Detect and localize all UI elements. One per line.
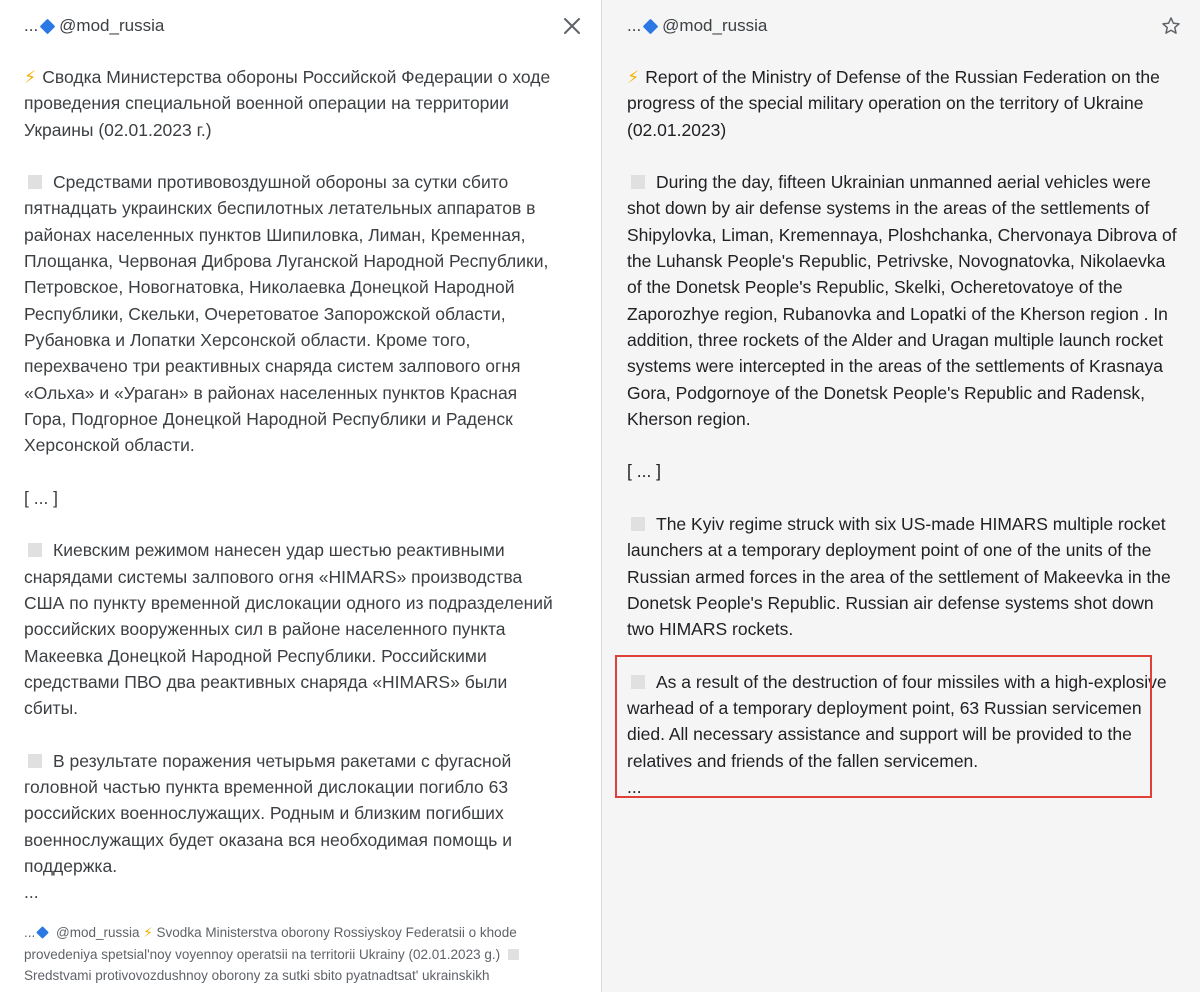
translation-title: Report of the Ministry of Defense of the Russian Federation on the progress of the special military operation on the territory of Ukraine (02.01.2023) [627, 67, 1160, 140]
header-prefix: ... [627, 16, 642, 35]
translation-ellipsis: [ ... ] [627, 461, 662, 482]
translit-handle: @mod_russia [56, 925, 140, 940]
source-text [24, 64, 564, 906]
translation-paragraph-3 [627, 669, 1177, 774]
source-header [24, 14, 164, 38]
translation-paragraph-1-text: During the day, fifteen Ukrainian unmanned aerial vehicles were shot down by air defense systems in the areas of the settlements of Shipylovka, Liman, Kremennaya, Ploshchanka, Chervonaya Dibrova of the Luhansk People's Republic, Petrivske, Novognatovka, Nikolaevka of the Donetsk People's Republic, Skelki, Ocheretovatoye of the Zaporozhye region, Rubanovka and Lopatki of the Kherson region . In addition, three rockets of the Alder and Uragan multiple launch rocket systems were intercepted in the areas of the settlements of Krasnaya Gora, Podgornoye of the Donetsk People's Republic and Radensk, Kherson region. [627, 172, 1177, 429]
header-handle: @mod_russia [59, 16, 165, 35]
blue-diamond-icon [40, 18, 56, 34]
source-paragraph-1-text: Средствами противовоздушной обороны за сутки сбито пятнадцать украинских беспилотных летательных аппаратов в районах населенных пунктов Шипиловка, Лиман, Кременная, Площанка, Червоная Диброва Луганской Народной Республики, Петровское, Новогнатовка, Николаевка Донецкой Народной Республики, Скельки, Очеретоватое Запорожской области, Рубановка и Лопатки Херсонской области. Кроме того, перехвачено три реактивных снаряда систем залпового огня «Ольха» и «Ураган» в районах населенных пунктов Красная Гора, Подгорное Донецкой Народной Республики и Раденск Херсонской области. [24, 172, 549, 456]
source-paragraph-2 [24, 537, 564, 721]
translation-paragraph-1 [627, 169, 1177, 432]
lightning-bolt-icon: ⚡ [24, 67, 37, 87]
lightning-bolt-icon: ⚡ [143, 925, 153, 940]
source-paragraph-1 [24, 169, 564, 458]
blue-diamond-icon [36, 926, 49, 939]
source-paragraph-2-text: Киевским режимом нанесен удар шестью реактивными снарядами системы залпового огня «HIMARS» производства США по пункту временной дислокации одного из подразделений российских вооруженных сил в районе населенного пункта Макеевка Донецкой Народной Республики. Российскими средствами ПВО два реактивных снаряда «HIMARS» были сбиты. [24, 540, 553, 719]
gray-square-icon [631, 517, 645, 531]
translation-trailing-ellipsis: ... [627, 777, 642, 798]
gray-square-icon [28, 543, 42, 557]
gray-square-icon [631, 675, 645, 689]
translation-pane [602, 0, 1200, 992]
source-title-paragraph [24, 64, 564, 143]
translation-paragraph-2 [627, 511, 1177, 642]
source-paragraph-3 [24, 748, 564, 879]
translation-paragraph-2-text: The Kyiv regime struck with six US-made HIMARS multiple rocket launchers at a temporary deployment point of one of the units of the Russian armed forces in the area of the settlement of Makeevka in the Donetsk People's Republic. Russian air defense systems shot down two HIMARS rockets. [627, 514, 1171, 640]
source-title: Сводка Министерства обороны Российской Федерации о ходе проведения специальной военной операции на территории Украины (02.01.2023 г.) [24, 67, 551, 140]
translation-paragraph-3-text: As a result of the destruction of four missiles with a high-explosive warhead of a temporary deployment point, 63 Russian servicemen died. All necessary assistance and support will be provided to the relatives and friends of the fallen servicemen. [627, 671, 1167, 771]
transliteration [24, 922, 544, 987]
translit-prefix: ... [24, 925, 36, 940]
translit-line: Svodka Ministerstva oborony Rossiyskoy Federatsii o khode provedeniya spetsial'noy voyennoy operatsii na territorii Ukrainy (02.01.2023 g.) [24, 925, 517, 962]
translation-text [627, 64, 1177, 800]
source-paragraph-3-text: В результате поражения четырьмя ракетами с фугасной головной частью пункта временной дислокации погибло 63 российских военнослужащих. Родным и близким погибших военнослужащих будет оказана вся необходимая помощь и поддержка. [24, 750, 513, 876]
star-icon[interactable] [1160, 15, 1182, 37]
source-ellipsis: [ ... ] [24, 487, 59, 508]
header-prefix: ... [24, 16, 39, 35]
blue-diamond-icon [643, 18, 659, 34]
gray-square-icon [508, 949, 519, 960]
translation-header [627, 14, 767, 38]
header-handle: @mod_russia [662, 16, 768, 35]
translit-line-2: Sredstvami protivovozdushnoy oborony za sutki sbito pyatnadtsat' ukrainskikh [24, 968, 490, 983]
lightning-bolt-icon: ⚡ [627, 67, 640, 87]
source-trailing-ellipsis: ... [24, 882, 39, 903]
translation-title-paragraph [627, 64, 1177, 143]
gray-square-icon [28, 754, 42, 768]
gray-square-icon [631, 175, 645, 189]
close-icon[interactable] [562, 16, 582, 36]
gray-square-icon [28, 175, 42, 189]
